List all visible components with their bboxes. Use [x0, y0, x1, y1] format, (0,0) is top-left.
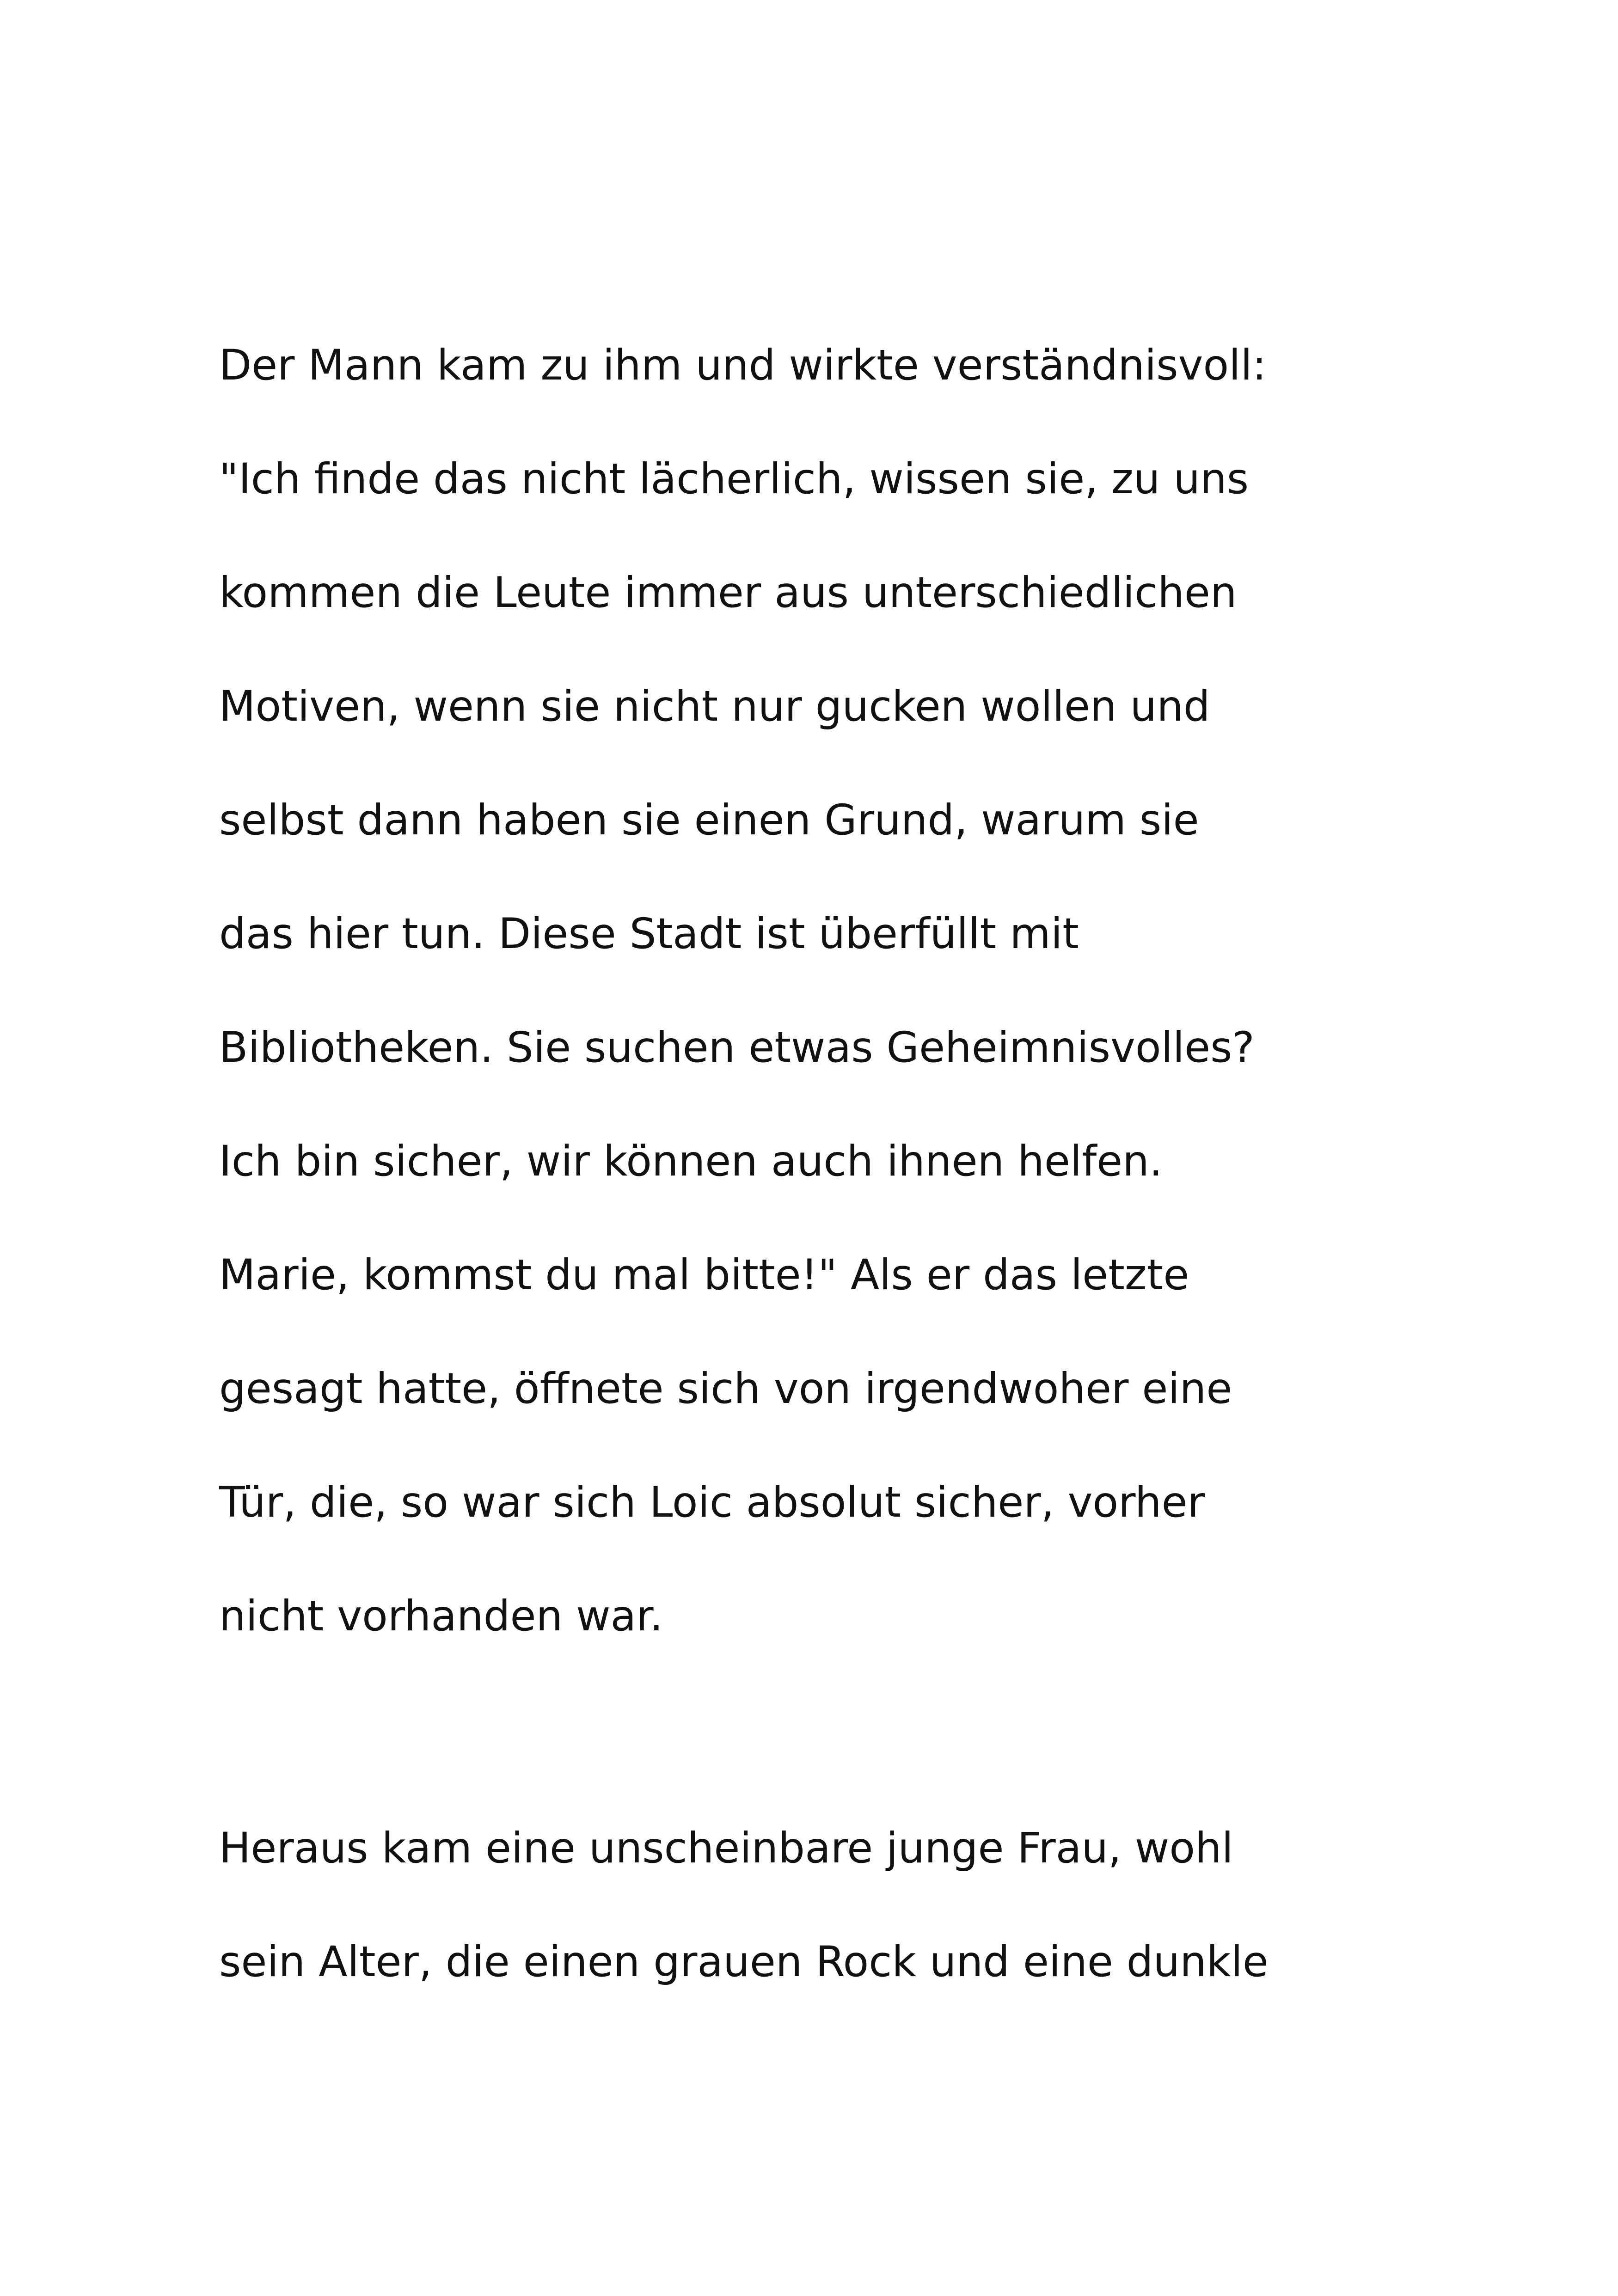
text-line: Marie, kommst du mal bitte!" Als er das letzte — [219, 1251, 1189, 1299]
text-line: das hier tun. Diese Stadt ist überfüllt mit — [219, 910, 1079, 958]
text-line: Ich bin sicher, wir können auch ihnen helfen. — [219, 1137, 1163, 1186]
text-line: gesagt hatte, öffnete sich von irgendwoher eine — [219, 1365, 1232, 1413]
text-line: Motiven, wenn sie nicht nur gucken wollen und — [219, 682, 1210, 731]
text-line: selbst dann haben sie einen Grund, warum sie — [219, 796, 1199, 845]
text-line: kommen die Leute immer aus unterschiedlichen — [219, 569, 1237, 617]
text-line: Der Mann kam zu ihm und wirkte verständnisvoll: — [219, 341, 1267, 390]
text-line: Tür, die, so war sich Loic absolut sicher, vorher — [219, 1478, 1205, 1527]
text-line: "Ich finde das nicht lächerlich, wissen sie, zu uns — [219, 455, 1249, 503]
paragraph-1 — [219, 309, 1583, 1673]
text-line: Heraus kam eine unscheinbare junge Frau, wohl — [219, 1824, 1233, 1873]
text-line: sein Alter, die einen grauen Rock und eine dunkle — [219, 1938, 1269, 1986]
text-line: Bibliotheken. Sie suchen etwas Geheimnisvolles? — [219, 1023, 1255, 1072]
text-line: nicht vorhanden war. — [219, 1592, 663, 1641]
paragraph-2 — [219, 1792, 1583, 2019]
